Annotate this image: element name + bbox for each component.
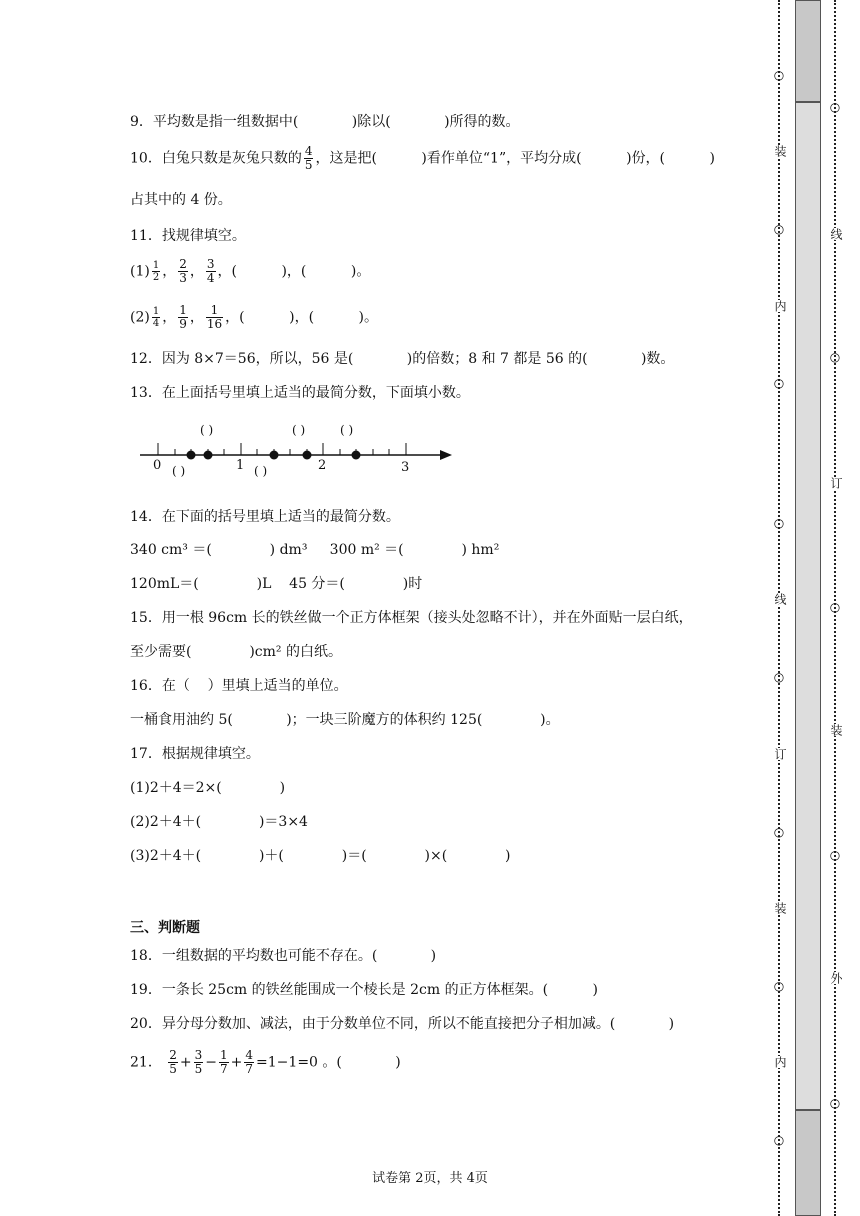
question-17-part3: (3)2＋4＋( )＋( )＝( )×( ) <box>130 848 511 864</box>
binding-label: 装 <box>773 145 787 157</box>
gray-box-bottom <box>795 1110 821 1216</box>
bracket-upper-2: ( ) <box>292 423 306 437</box>
question-12: 12．因为 8×7＝56，所以，56 是( )的倍数；8 和 7 都是 56 的( )数。 <box>130 351 675 367</box>
fraction: $\frac{1}{9}$ <box>179 303 187 331</box>
circle-icon: ○ <box>772 670 786 684</box>
label-3: 3 <box>401 460 410 475</box>
section-title: 三、判断题 <box>130 920 200 936</box>
question-11-part2: (2) $\frac{1}{4}$ ， $\frac{1}{9}$ ， $\frac{1}{16}$ ，( )，( )。 <box>130 303 378 331</box>
binding-label: 线 <box>773 593 787 605</box>
gray-box-top <box>795 0 821 102</box>
question-17-part2: (2)2＋4＋( )＝3×4 <box>130 814 308 830</box>
circle-icon: ○ <box>828 1096 842 1110</box>
fraction: $\frac{4}{5}$ <box>304 144 313 172</box>
question-18: 18．一组数据的平均数也可能不存在。( ) <box>130 948 437 964</box>
question-11-part1: (1) $\frac{1}{2}$ ， $\frac{2}{3}$ ， $\frac{3}{4}$ ，( )，( )。 <box>130 257 371 285</box>
number-line <box>130 418 460 488</box>
fraction: $\frac{2}{5}$ <box>169 1048 177 1076</box>
binding-label: 内 <box>773 1056 787 1068</box>
binding-label: 装 <box>829 724 843 736</box>
label-2: 2 <box>318 458 327 473</box>
binding-label: 内 <box>773 300 787 312</box>
circle-icon: ○ <box>772 222 786 236</box>
fraction: $\frac{1}{4}$ <box>152 306 160 329</box>
bracket-upper-1: ( ) <box>200 423 214 437</box>
point-4 <box>303 451 312 460</box>
bracket-upper-3: ( ) <box>340 423 354 437</box>
fraction: $\frac{3}{4}$ <box>206 257 215 285</box>
circle-icon: ○ <box>828 848 842 862</box>
binding-label: 订 <box>829 477 843 489</box>
white-box <box>795 102 821 1110</box>
binding-label: 订 <box>773 748 787 760</box>
question-17-part1: (1)2＋4＝2×( ) <box>130 780 286 796</box>
point-3 <box>270 451 279 460</box>
fraction: $\frac{1}{16}$ <box>206 303 223 331</box>
binding-label: 装 <box>773 902 787 914</box>
question-14: 14．在下面的括号里填上适当的最简分数。 <box>130 509 400 525</box>
question-11: 11．找规律填空。 <box>130 228 246 244</box>
question-15-line2: 至少需要( )cm² 的白纸。 <box>130 644 342 660</box>
label-0: 0 <box>153 458 162 473</box>
point-5 <box>352 451 361 460</box>
fraction: $\frac{3}{5}$ <box>194 1048 203 1076</box>
binding-label: 线 <box>829 228 843 240</box>
page-footer: 试卷第 2页，共 4页 <box>372 1171 488 1186</box>
point-1 <box>187 451 196 460</box>
question-14-line1: 340 cm³ ＝( ) dm³ 300 m² ＝( ) hm² <box>130 542 500 558</box>
binding-label: 外 <box>829 972 843 984</box>
question-19: 19．一条长 25cm 的铁丝能围成一个棱长是 2cm 的正方体框架。( ) <box>130 982 598 998</box>
circle-icon: ○ <box>772 516 786 530</box>
question-17: 17．根据规律填空。 <box>130 746 260 762</box>
question-13: 13．在上面括号里填上适当的最简分数，下面填小数。 <box>130 385 470 401</box>
circle-icon: ○ <box>828 350 842 364</box>
question-21: 21． $\frac{2}{5}$ + $\frac{3}{5}$ − $\frac{1}{7}$ + $\frac{4}{7}$ =1−1=0 。( ) <box>130 1048 401 1076</box>
inner-dotted-line <box>778 0 780 1216</box>
fraction: $\frac{1}{2}$ <box>152 260 160 283</box>
question-9: 9．平均数是指一组数据中( )除以( )所得的数。 <box>130 114 520 130</box>
circle-icon: ○ <box>772 68 786 82</box>
point-2 <box>204 451 213 460</box>
circle-icon: ○ <box>772 825 786 839</box>
question-10-line2: 占其中的 4 份。 <box>130 192 232 208</box>
binding-strip <box>758 0 860 1216</box>
question-16-line2: 一桶食用油约 5( )；一块三阶魔方的体积约 125( )。 <box>130 712 560 728</box>
label-1: 1 <box>236 458 245 473</box>
circle-icon: ○ <box>828 600 842 614</box>
circle-icon: ○ <box>772 1133 786 1147</box>
bracket-lower-2: ( ) <box>254 464 268 478</box>
question-15: 15．用一根 96cm 长的铁丝做一个正方体框架（接头处忽略不计），并在外面贴一层白纸， <box>130 610 693 626</box>
circle-icon: ○ <box>772 979 786 993</box>
circle-icon: ○ <box>772 376 786 390</box>
fraction: $\frac{2}{3}$ <box>179 257 187 285</box>
question-16: 16．在（ ）里填上适当的单位。 <box>130 678 348 694</box>
fraction: $\frac{4}{7}$ <box>245 1048 254 1076</box>
bracket-lower-1: ( ) <box>172 464 186 478</box>
circle-icon: ○ <box>828 100 842 114</box>
question-10: 10．白兔只数是灰兔只数的 $\frac{4}{5}$ ，这是把( )看作单位“1”，平均分成( )份，( ) <box>130 144 715 172</box>
fraction: $\frac{1}{7}$ <box>220 1048 228 1076</box>
question-20: 20．异分母分数加、减法，由于分数单位不同，所以不能直接把分子相加减。( ) <box>130 1016 675 1032</box>
question-14-line2: 120mL＝( )L 45 分＝( )时 <box>130 576 423 592</box>
